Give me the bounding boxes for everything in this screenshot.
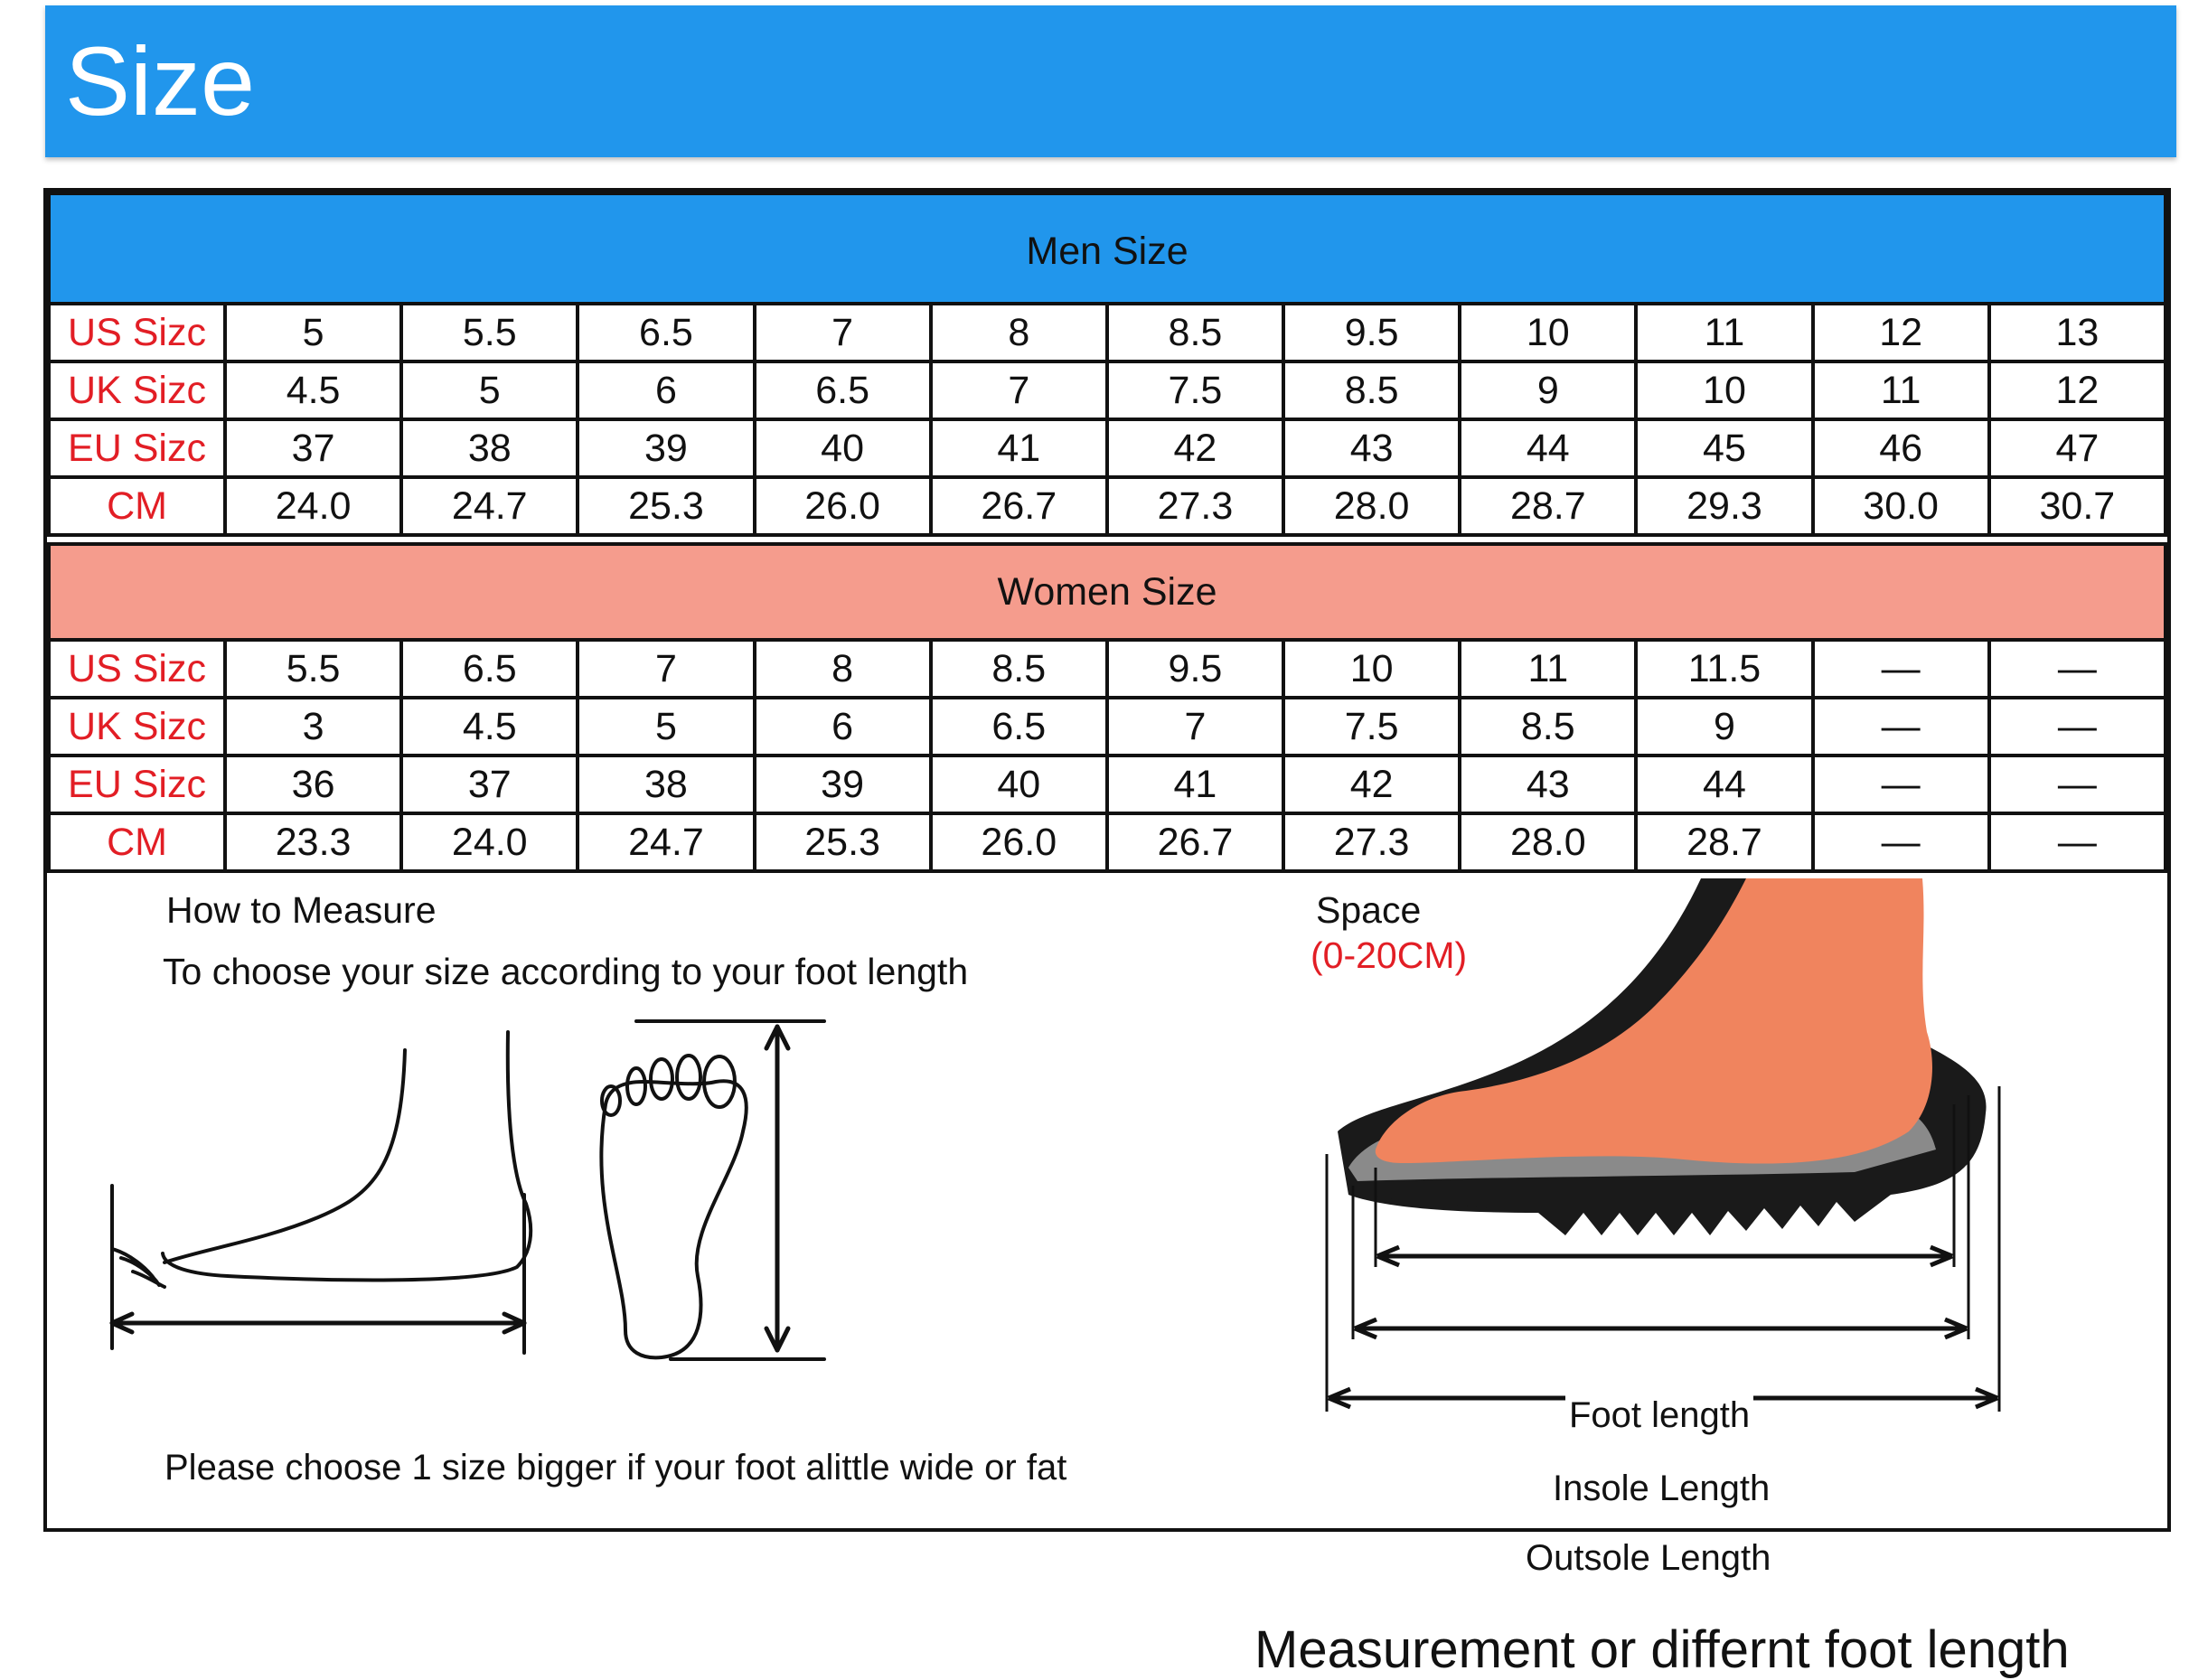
size-cell: 6: [578, 361, 754, 419]
foot-length-label: Foot length: [1565, 1395, 1753, 1436]
size-cell: 45: [1636, 419, 1812, 477]
size-cell: 29.3: [1636, 477, 1812, 535]
size-cell: 43: [1283, 419, 1460, 477]
size-cell: 8.5: [1283, 361, 1460, 419]
size-cell: 12: [1813, 304, 1989, 361]
size-cell: 10: [1460, 304, 1636, 361]
size-cell: 6.5: [931, 698, 1107, 756]
title-banner: [45, 5, 2176, 157]
size-cell: 12: [1989, 361, 2166, 419]
size-cell: 6.5: [578, 304, 754, 361]
size-cell: 4.5: [225, 361, 401, 419]
size-cell: 7.5: [1283, 698, 1460, 756]
how-to-measure-subheading: To choose your size according to your foot length: [163, 951, 969, 992]
size-cell: 46: [1813, 419, 1989, 477]
size-cell: 11.5: [1636, 640, 1812, 698]
size-cell: 7: [931, 361, 1107, 419]
size-cell: 24.0: [401, 813, 578, 871]
space-range: (0-20CM): [1311, 934, 1468, 976]
size-cell: 8.5: [1107, 304, 1283, 361]
size-cell: 44: [1460, 419, 1636, 477]
size-cell: 9.5: [1107, 640, 1283, 698]
size-cell: 26.7: [931, 477, 1107, 535]
size-cell: —: [1813, 698, 1989, 756]
size-cell: 25.3: [755, 813, 931, 871]
size-cell: 47: [1989, 419, 2166, 477]
size-cell: 5: [578, 698, 754, 756]
foot-top-outline: [601, 1081, 746, 1357]
size-cell: 40: [931, 756, 1107, 813]
size-cell: 7: [755, 304, 931, 361]
size-cell: 11: [1460, 640, 1636, 698]
size-cell: 27.3: [1107, 477, 1283, 535]
size-cell: 3: [225, 698, 401, 756]
women-size-heading: Women Size: [49, 544, 2166, 640]
fit-note: Please choose 1 size bigger if your foot alittle wide or fat: [164, 1448, 1067, 1488]
size-cell: 24.0: [225, 477, 401, 535]
size-cell: —: [1813, 756, 1989, 813]
size-cell: —: [1813, 640, 1989, 698]
size-cell: 43: [1460, 756, 1636, 813]
size-cell: 42: [1107, 419, 1283, 477]
space-label: Space: [1316, 889, 1422, 931]
size-cell: 13: [1989, 304, 2166, 361]
size-cell: 28.0: [1283, 477, 1460, 535]
size-cell: 28.0: [1460, 813, 1636, 871]
size-cell: —: [1989, 756, 2166, 813]
page-title: Size: [65, 26, 256, 136]
row-label: CM: [49, 477, 225, 535]
measurement-caption: Measurement or differnt foot length: [1254, 1620, 2070, 1679]
size-cell: 7: [578, 640, 754, 698]
row-label: CM: [49, 813, 225, 871]
foot-side-outline: [164, 1050, 405, 1262]
row-label: EU Sizc: [49, 756, 225, 813]
size-cell: 6.5: [401, 640, 578, 698]
size-cell: 42: [1283, 756, 1460, 813]
shoe-illustration: [1338, 878, 1987, 1235]
size-cell: 37: [401, 756, 578, 813]
row-label: EU Sizc: [49, 419, 225, 477]
size-chart: [43, 188, 2171, 1679]
size-cell: 9: [1636, 698, 1812, 756]
size-cell: 26.0: [755, 477, 931, 535]
size-cell: 28.7: [1636, 813, 1812, 871]
size-cell: 5.5: [401, 304, 578, 361]
how-to-measure-heading: How to Measure: [166, 889, 437, 931]
size-cell: 36: [225, 756, 401, 813]
size-cell: 6: [755, 698, 931, 756]
men-size-heading: Men Size: [49, 193, 2166, 304]
size-cell: 30.7: [1989, 477, 2166, 535]
size-cell: 7.5: [1107, 361, 1283, 419]
size-cell: 10: [1636, 361, 1812, 419]
size-cell: 38: [578, 756, 754, 813]
row-label: US Sizc: [49, 640, 225, 698]
size-cell: 10: [1283, 640, 1460, 698]
size-cell: —: [1989, 698, 2166, 756]
size-cell: 5: [225, 304, 401, 361]
size-cell: —: [1813, 813, 1989, 871]
insole-length-label: Insole Length: [1549, 1469, 1773, 1509]
row-label: UK Sizc: [49, 698, 225, 756]
size-cell: 26.7: [1107, 813, 1283, 871]
measure-illustrations: [47, 192, 2175, 1535]
size-cell: 25.3: [578, 477, 754, 535]
size-cell: 39: [578, 419, 754, 477]
size-cell: —: [1989, 813, 2166, 871]
size-cell: 8.5: [1460, 698, 1636, 756]
size-cell: 26.0: [931, 813, 1107, 871]
size-cell: —: [1989, 640, 2166, 698]
size-cell: 8: [755, 640, 931, 698]
size-cell: 6.5: [755, 361, 931, 419]
size-cell: 23.3: [225, 813, 401, 871]
size-cell: 38: [401, 419, 578, 477]
size-cell: 39: [755, 756, 931, 813]
size-cell: 28.7: [1460, 477, 1636, 535]
size-cell: 4.5: [401, 698, 578, 756]
size-cell: 30.0: [1813, 477, 1989, 535]
size-cell: 11: [1813, 361, 1989, 419]
size-cell: 5.5: [225, 640, 401, 698]
size-cell: 27.3: [1283, 813, 1460, 871]
size-cell: 5: [401, 361, 578, 419]
size-cell: 11: [1636, 304, 1812, 361]
size-cell: 44: [1636, 756, 1812, 813]
size-cell: 41: [1107, 756, 1283, 813]
size-cell: 41: [931, 419, 1107, 477]
size-cell: 24.7: [578, 813, 754, 871]
size-cell: 7: [1107, 698, 1283, 756]
outsole-length-label: Outsole Length: [1522, 1538, 1774, 1579]
size-cell: 8.5: [931, 640, 1107, 698]
size-cell: 8: [931, 304, 1107, 361]
size-cell: 9: [1460, 361, 1636, 419]
row-label: UK Sizc: [49, 361, 225, 419]
size-cell: 9.5: [1283, 304, 1460, 361]
row-label: US Sizc: [49, 304, 225, 361]
size-cell: 37: [225, 419, 401, 477]
size-cell: 24.7: [401, 477, 578, 535]
size-cell: 40: [755, 419, 931, 477]
